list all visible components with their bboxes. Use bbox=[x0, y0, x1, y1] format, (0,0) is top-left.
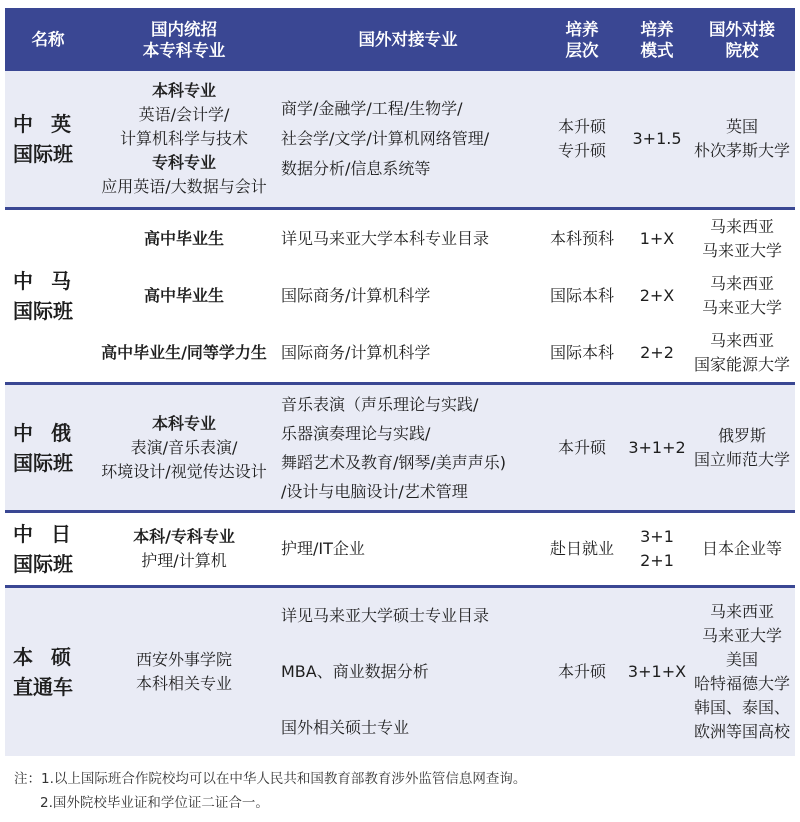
training-level: 赴日就业 bbox=[549, 539, 614, 558]
foreign-majors: 护理/IT企业 bbox=[281, 539, 365, 558]
row-my bbox=[5, 210, 795, 382]
domestic-majors: 本科/专科专业 护理/计算机 bbox=[133, 527, 235, 570]
training-mode: 2+X bbox=[639, 285, 675, 305]
training-level: 国际本科 bbox=[549, 285, 614, 305]
training-mode: 3+1+2 bbox=[628, 437, 686, 457]
domestic-majors: 本科专业 英语/会计学/ 计算机科学与技术 专科专业 应用英语/大数据与会计 bbox=[101, 81, 267, 196]
partner-university: 英国 朴次茅斯大学 bbox=[693, 117, 790, 160]
row-uk bbox=[5, 71, 795, 207]
table-row bbox=[91, 324, 795, 382]
partner-university: 马来西亚 国家能源大学 bbox=[693, 331, 790, 374]
training-level: 本升硕 bbox=[557, 662, 606, 681]
col-foreign-major-header: 国外对接专业 bbox=[358, 30, 458, 49]
row-master bbox=[5, 588, 795, 756]
domestic-majors: 高中毕业生 bbox=[143, 285, 224, 305]
foreign-majors: 详见马来亚大学本科专业目录 bbox=[281, 228, 490, 248]
partner-university: 马来西亚 马来亚大学 bbox=[701, 273, 782, 317]
col-level-header: 培养 层次 bbox=[565, 19, 599, 60]
program-name: 中日 国际班 bbox=[13, 522, 89, 576]
col-uni-header: 国外对接 院校 bbox=[709, 19, 775, 60]
domestic-majors: 本科专业 表演/音乐表演/ 环境设计/视觉传达设计 bbox=[101, 413, 267, 481]
foreign-majors: 商学/金融学/工程/生物学/ 社会学/文学/计算机网络管理/ 数据分析/信息系统等 bbox=[281, 99, 490, 178]
table-header bbox=[5, 8, 795, 71]
domestic-majors: 高中毕业生/同等学力生 bbox=[101, 343, 267, 362]
foreign-majors: 音乐表演（声乐理论与实践/ 乐器演奏理论与实践/ 舞蹈艺术及教育/钢琴/美声声乐) /设计与电脑设计/艺术管理 bbox=[281, 394, 507, 501]
training-mode: 2+2 bbox=[640, 343, 674, 362]
row-ru bbox=[5, 385, 795, 510]
training-level: 本升硕 专升硕 bbox=[557, 117, 606, 160]
partner-university: 俄罗斯 国立师范大学 bbox=[693, 425, 790, 469]
col-name-header: 名称 bbox=[31, 30, 65, 49]
training-mode: 3+1 2+1 bbox=[640, 527, 674, 570]
table-row bbox=[91, 210, 795, 267]
footnote-1: 注：1.以上国际班合作院校均可以在中华人民共和国教育部教育涉外监管信息网查询。 bbox=[14, 771, 527, 787]
program-name: 本硕 直通车 bbox=[13, 645, 89, 699]
row-jp bbox=[5, 513, 795, 585]
training-level: 国际本科 bbox=[549, 343, 614, 362]
foreign-majors: 详见马来亚大学硕士专业目录 MBA、商业数据分析 国外相关硕士专业 bbox=[281, 606, 490, 737]
training-mode: 1+X bbox=[639, 228, 675, 248]
training-mode: 3+1+X bbox=[627, 662, 687, 681]
partner-university: 马来西亚 马来亚大学 bbox=[701, 216, 782, 260]
partner-university: 日本企业等 bbox=[701, 539, 782, 558]
col-mode-header: 培养 模式 bbox=[640, 19, 674, 60]
training-level: 本科预科 bbox=[549, 228, 614, 248]
domestic-majors: 高中毕业生 bbox=[143, 228, 224, 248]
partner-university: 马来西亚 马来亚大学 美国 哈特福德大学 韩国、泰国、 欧洲等国高校 bbox=[693, 602, 790, 741]
program-name: 中俄 国际班 bbox=[13, 420, 89, 475]
footnote-2: 2.国外院校毕业证和学位证二证合一。 bbox=[40, 795, 269, 811]
domestic-majors: 西安外事学院 本科相关专业 bbox=[135, 650, 232, 693]
col-domestic-header: 国内统招 本专科专业 bbox=[142, 19, 226, 60]
foreign-majors: 国际商务/计算机科学 bbox=[281, 285, 431, 305]
table-row bbox=[91, 267, 795, 324]
my-subrows bbox=[91, 210, 795, 382]
training-level: 本升硕 bbox=[557, 437, 606, 457]
program-name: 中英 国际班 bbox=[13, 112, 89, 166]
foreign-majors: 国际商务/计算机科学 bbox=[281, 343, 431, 362]
training-mode: 3+1.5 bbox=[632, 129, 682, 148]
program-name: 中马 国际班 bbox=[13, 269, 89, 323]
